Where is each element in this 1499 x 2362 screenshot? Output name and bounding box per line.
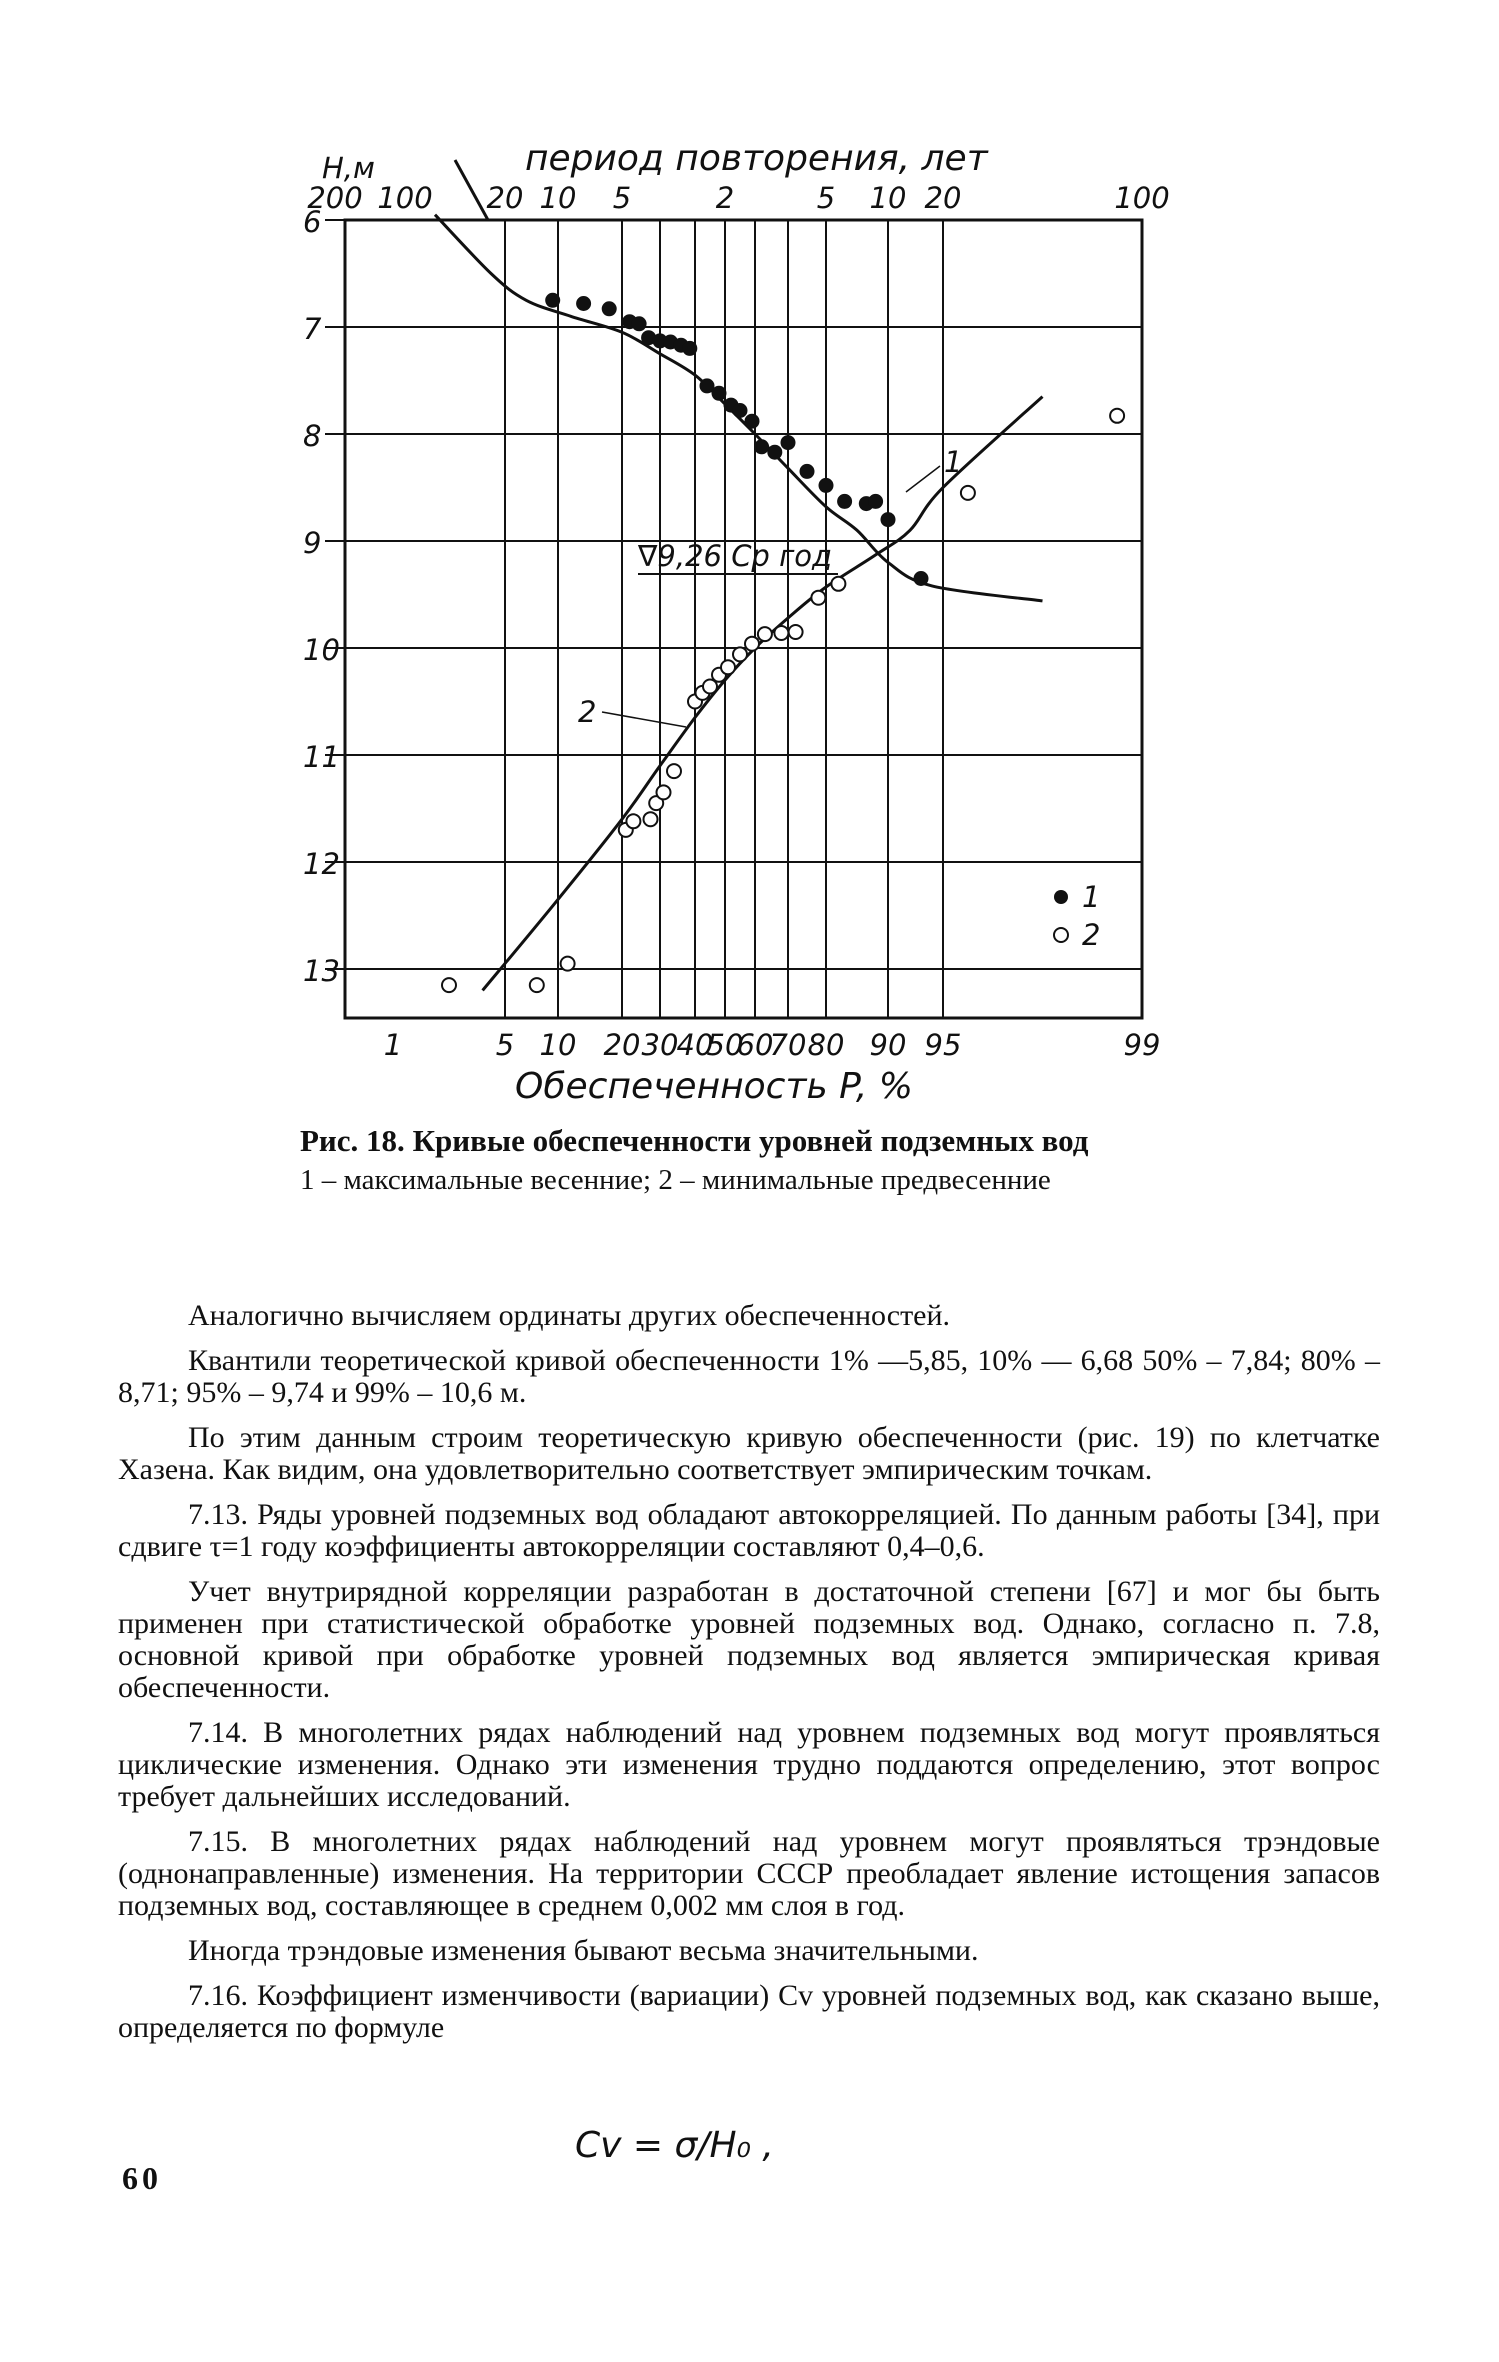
- curve-label-1-text: 1: [944, 445, 963, 479]
- x-tick-label: 60: [736, 1028, 774, 1062]
- data-point-series-2: [561, 957, 575, 971]
- paragraph: 7.15. В многолетних рядах наблюдений над уровнем могут проявляться трэндовые (однонаправленные) изменения. На территории СССР преобладает явление истощения запасов подземных вод, составляющее в среднем 0,002 мм слоя в год.: [118, 1825, 1380, 1922]
- y-axis-label: Н,м: [322, 151, 375, 185]
- data-point-series-2: [961, 486, 975, 500]
- data-point-series-1: [632, 316, 647, 331]
- data-point-series-1: [781, 435, 796, 450]
- curve-label-1-leader: [906, 466, 940, 492]
- top-tick-label: 100: [1114, 181, 1170, 215]
- caption-title: [300, 1125, 1170, 1157]
- x-tick-label: 20: [603, 1028, 641, 1062]
- y-tick-label: 6: [303, 205, 322, 239]
- chart-tick-labels: [303, 181, 1170, 1062]
- data-point-series-1: [712, 386, 727, 401]
- x-tick-label: 10: [539, 1028, 577, 1062]
- chart-points: [442, 293, 1124, 992]
- figure-caption: [300, 1125, 1170, 1195]
- data-point-series-1: [868, 494, 883, 509]
- data-point-series-2: [442, 978, 456, 992]
- x-tick-label: 99: [1123, 1028, 1161, 1062]
- data-point-series-2: [811, 591, 825, 605]
- paragraph: Квантили теоретической кривой обеспеченности 1% —5,85, 10% — 6,68 50% – 7,84; 80% – 8,71; 95% – 9,74 и 99% – 10,6 м.: [118, 1344, 1380, 1409]
- caption-title-text: Кривые обеспеченности уровней подземных вод: [412, 1123, 1089, 1158]
- y-tick-label: 12: [303, 847, 340, 881]
- data-point-series-2: [1110, 409, 1124, 423]
- data-point-series-2: [758, 627, 772, 641]
- x-tick-label: 50: [706, 1028, 744, 1062]
- data-point-series-2: [530, 978, 544, 992]
- x-tick-label: 1: [383, 1028, 403, 1062]
- legend-label-2: 2: [1082, 918, 1101, 952]
- x-tick-label: 5: [495, 1028, 515, 1062]
- paragraph: 7.13. Ряды уровней подземных вод обладают автокорреляцией. По данным работы [34], при сдвиге τ=1 году коэффициенты автокорреляции составляют 0,4–0,6.: [118, 1498, 1380, 1563]
- plot-frame: [345, 220, 1142, 1018]
- y-tick-label: 10: [303, 633, 340, 667]
- y-tick-label: 13: [303, 954, 340, 988]
- paragraph: По этим данным строим теоретическую кривую обеспеченности (рис. 19) по клетчатке Хазена. Как видим, она удовлетворительно соответствует эмпирическим точкам.: [118, 1421, 1380, 1486]
- legend-label-1: 1: [1082, 880, 1101, 914]
- curve-1-extension: [455, 160, 488, 220]
- data-point-series-1: [800, 464, 815, 479]
- data-point-series-1: [819, 478, 834, 493]
- chart-legend: [1054, 880, 1100, 952]
- data-point-series-2: [667, 764, 681, 778]
- caption-legend: 1 – максимальные весенние; 2 – минимальные предвесенние: [300, 1164, 1051, 1196]
- data-point-series-1: [914, 571, 929, 586]
- top-tick-label: 2: [715, 181, 735, 215]
- legend-marker-open: [1054, 928, 1068, 942]
- legend-marker-filled: [1054, 890, 1068, 904]
- y-tick-label: 11: [303, 740, 340, 774]
- top-tick-label: 10: [869, 181, 907, 215]
- paragraph: 7.14. В многолетних рядах наблюдений над уровнем подземных вод могут проявляться циклические изменения. Однако эти изменения трудно поддаются определению, этот вопрос требует дальнейших исследований.: [118, 1716, 1380, 1813]
- data-point-series-2: [745, 637, 759, 651]
- top-tick-label: 5: [816, 181, 836, 215]
- data-point-series-2: [831, 577, 845, 591]
- x-tick-label: 80: [807, 1028, 845, 1062]
- data-point-series-1: [576, 296, 591, 311]
- top-tick-label: 100: [377, 181, 433, 215]
- top-tick-label: 20: [924, 181, 962, 215]
- data-point-series-1: [881, 512, 896, 527]
- curve-label-2-text: 2: [578, 695, 597, 729]
- data-point-series-1: [682, 341, 697, 356]
- paragraph: Учет внутрирядной корреляции разработан в достаточной степени [67] и мог бы быть применен при статистической обработке уровней подземных вод. Однако, согласно п. 7.8, основной кривой при обработке уровней подземных вод является эмпирическая кривая обеспеченности.: [118, 1575, 1380, 1704]
- paragraph: 7.16. Коэффициент изменчивости (вариации) Cv уровней подземных вод, как сказано выше, определяется по формуле: [118, 1979, 1380, 2044]
- data-point-series-1: [767, 445, 782, 460]
- paragraph: Иногда трэндовые изменения бывают весьма значительными.: [188, 1934, 979, 1967]
- top-axis-label: период повторения, лет: [525, 138, 988, 179]
- annotation-mean-level: [637, 539, 838, 574]
- curve-label-1: [906, 445, 962, 492]
- y-tick-label: 9: [303, 526, 322, 560]
- page-number: 60: [122, 2160, 162, 2196]
- data-point-series-1: [545, 293, 560, 308]
- curve-label-2-leader: [602, 712, 686, 727]
- body-text: [118, 1300, 1380, 2057]
- data-point-series-2: [721, 660, 735, 674]
- data-point-series-1: [733, 403, 748, 418]
- data-point-series-1: [602, 301, 617, 316]
- curve-label-2: [578, 695, 686, 729]
- data-point-series-1: [745, 414, 760, 429]
- top-tick-label: 10: [539, 181, 577, 215]
- data-point-series-2: [774, 626, 788, 640]
- x-tick-label: 40: [676, 1028, 714, 1062]
- y-tick-label: 7: [303, 312, 322, 346]
- formula: Cv = σ/H₀ ,: [575, 2125, 774, 2166]
- data-point-series-2: [644, 812, 658, 826]
- x-tick-label: 90: [869, 1028, 907, 1062]
- x-axis-label: Обеспеченность P, %: [515, 1066, 913, 1107]
- top-tick-label: 20: [486, 181, 524, 215]
- data-point-series-1: [837, 494, 852, 509]
- curve-2-line: [483, 397, 1043, 991]
- data-point-series-2: [657, 785, 671, 799]
- x-tick-label: 70: [769, 1028, 807, 1062]
- top-tick-label: 200: [307, 181, 363, 215]
- data-point-series-1: [754, 439, 769, 454]
- y-tick-label: 8: [303, 419, 322, 453]
- top-tick-label: 5: [612, 181, 632, 215]
- x-tick-label: 30: [641, 1028, 679, 1062]
- caption-label: Рис. 18.: [300, 1123, 405, 1158]
- chart-grid: [325, 220, 1142, 1018]
- data-point-series-2: [733, 647, 747, 661]
- chart-curves: [435, 160, 1043, 990]
- annotation-text: ∇9,26 Ср год: [638, 539, 833, 573]
- x-tick-label: 95: [924, 1028, 962, 1062]
- paragraph: Аналогично вычисляем ординаты других обеспеченностей.: [188, 1299, 951, 1332]
- data-point-series-2: [626, 814, 640, 828]
- data-point-series-2: [789, 625, 803, 639]
- probability-chart: [0, 0, 1499, 1130]
